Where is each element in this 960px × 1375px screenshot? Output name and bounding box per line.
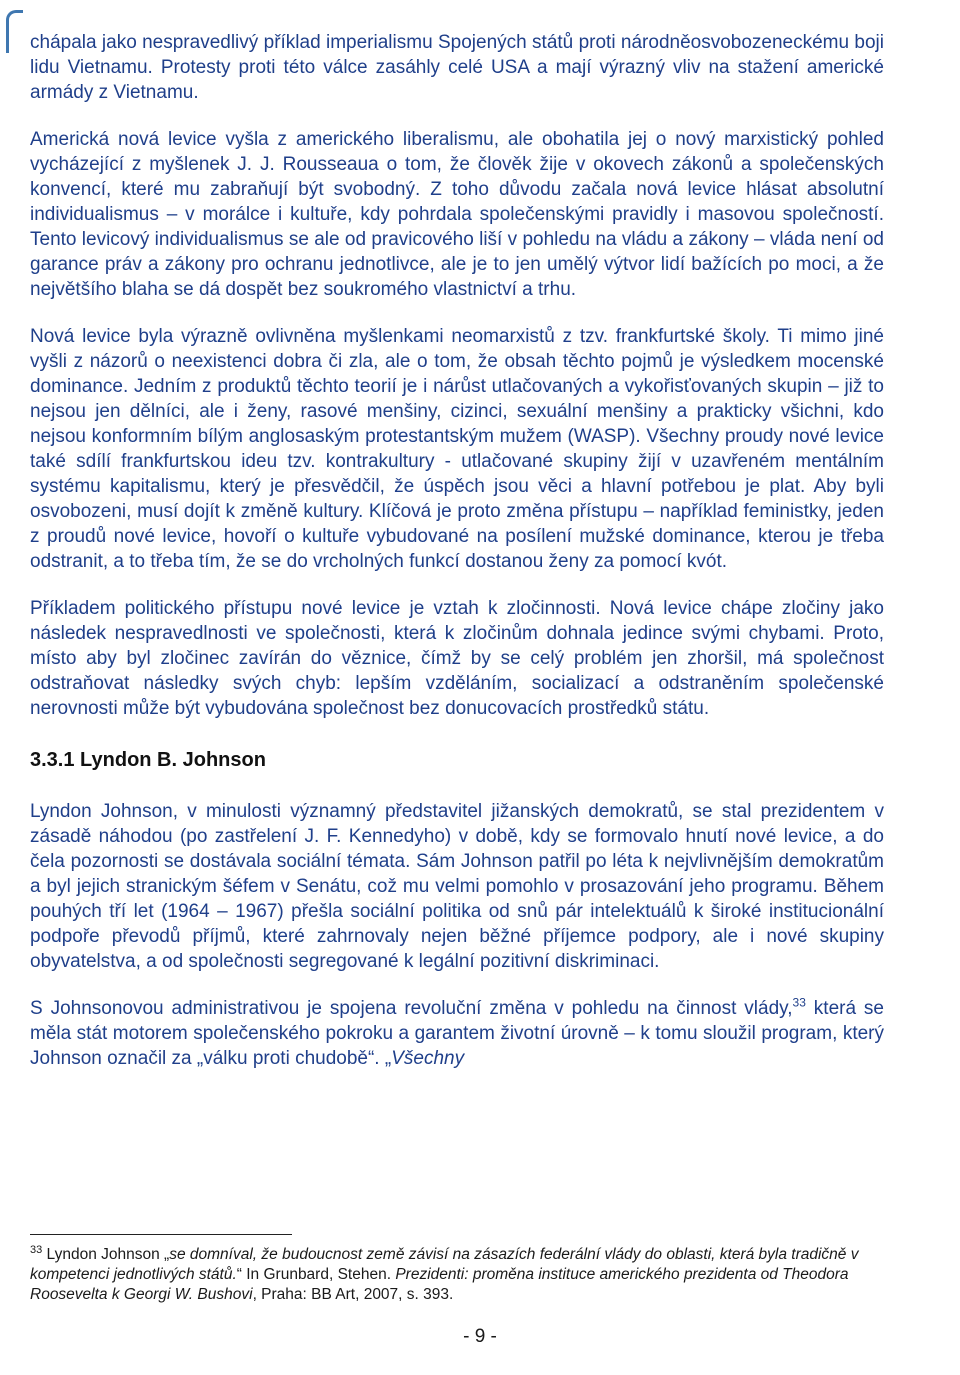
document-body [30, 30, 884, 1071]
footnote-text: “ In Grunbard, Stehen. [236, 1266, 396, 1283]
paragraph-criminality: Příkladem politického přístupu nové levice je vztah k zločinnosti. Nová levice chápe zločiny jako následek nespravedlnosti ve společnosti, která k zločinům dohnala jedince svými chybami. Proto, místo aby byl zločinec zavírán do věznice, čímž by se celý problém jen zhoršil, má společnost odstraňovat následky svých chyb: lepším vzděláním, socializací a odstraněním společenské nerovnosti může být vybudována společnost bez donucovacích prostředků státu. [30, 598, 884, 719]
page-corner-decoration [6, 10, 23, 53]
footnote-quote: se domníval, že budoucnost země závisí na zásazích federální vlády do oblasti, která byla tradičně v kompetenci jednotlivých států. [30, 1246, 859, 1283]
page-number: - 9 - [463, 1326, 497, 1347]
footnote-text: , Praha: BB Art, 2007, s. 393. [252, 1286, 454, 1303]
footnote-book-title: Prezidenti: proměna instituce amerického prezidenta od Theodora Roosevelta k Georgi W. Bushovi [30, 1266, 849, 1303]
paragraph-vietnam-protests: chápala jako nespravedlivý příklad imperialismu Spojených států proti národněosvobozeneckému boji lidu Vietnamu. Protesty proti této válce zasáhly celé USA a mají výrazný vliv na stažení americké armády z Vietnamu. [30, 32, 884, 103]
footnote-reference[interactable]: 33 [792, 995, 806, 1010]
footnote-number: 33 [30, 1243, 43, 1256]
paragraph-johnson-intro: Lyndon Johnson, v minulosti významný představitel jižanských demokratů, se stal prezidentem v zásadě náhodou (po zastřelení J. F. Kennedyho) v době, kdy se formovalo hnutí nové levice, a do čela pozornosti se dostávala sociální témata. Sám Johnson patřil po léta k nejvlivnějším demokratům a byl jejich stranickým šéfem v Senátu, což mu velmi pomohlo v prosazování jeho programu. Během pouhých tří let (1964 – 1967) přešla sociální politika od snů pár intelektuálů k široké institucionální podpoře převodů příjmů, které zahrnovaly nejen běžné příjemce podpory, ale i nové skupiny obyvatelstva, a od společnosti segregované k legální pozitivní diskriminaci. [30, 801, 884, 972]
footnote [30, 1245, 890, 1305]
paragraph-text: která se měla stát motorem společenského pokroku a garantem životní úrovně – k tomu sloužil program, který Johnson označil za „válku proti chudobě“. „ [30, 998, 884, 1069]
paragraph-italic-text: Všechny [391, 1048, 465, 1069]
paragraph-frankfurt-school: Nová levice byla výrazně ovlivněna myšlenkami neomarxistů z tzv. frankfurtské školy. Ti mimo jiné vyšli z názorů o neexistenci dobra či zla, ale o tom, že obsah těchto pojmů je výsledkem mocenské dominance. Jedním z produktů těchto teorií je i nárůst utlačovaných a vykořisťovaných skupin – již to nejsou jen dělníci, ale i ženy, rasové menšiny, cizinci, sexuální menšiny a prakticky všichni, kdo nejsou konformním bílým anglosaským protestantským mužem (WASP). Všechny proudy nové levice také sdílí frankfurtskou ideu tzv. kontrakultury - utlačované skupiny žijí v uzavřeném mentálním systému kapitalismu, který je přesvědčil, že úspěch jsou věci a hlavní potřebou je plat. Aby byli osvobozeni, musí dojít k změně kultury. Klíčová je proto změna přístupu – například feministky, jeden z proudů nové levice, hovoří o kultuře vybudované na posílení mužské dominance, kterou je třeba odstranit, a to třeba tím, že se do vrcholných funkcí dostanou ženy za pomocí kvót. [30, 326, 884, 572]
section-heading: 3.3.1 Lyndon B. Johnson [30, 749, 266, 771]
paragraph-text: S Johnsonovou administrativou je spojena revoluční změna v pohledu na činnost vlády, [30, 998, 793, 1019]
paragraph-american-new-left: Americká nová levice vyšla z amerického liberalismu, ale obohatila jej o nový marxistický pohled vycházející z myšlenek J. J. Rousseaua o tom, že člověk žije v okovech zákonů a společenských konvencí, které mu zabraňují být svobodný. Z toho důvodu začala nová levice hlásat absolutní individualismus – v morálce i kultuře, kdy pohrdala společenskými pravidly i masovou společností. Tento levicový individualismus se ale od pravicového liší v pohledu na vládu a zákony – vláda není od garance práv a zákony pro ochranu jednotlivce, ale je to jen umělý výtvor lidí bažících po moci, a že největšího blaha se dá dospět bez soukromého vlastnictví a trhu. [30, 129, 884, 300]
footnote-separator [30, 1234, 292, 1235]
paragraph-johnson-administration [30, 996, 884, 1071]
footnote-text: Lyndon Johnson „ [42, 1246, 170, 1263]
